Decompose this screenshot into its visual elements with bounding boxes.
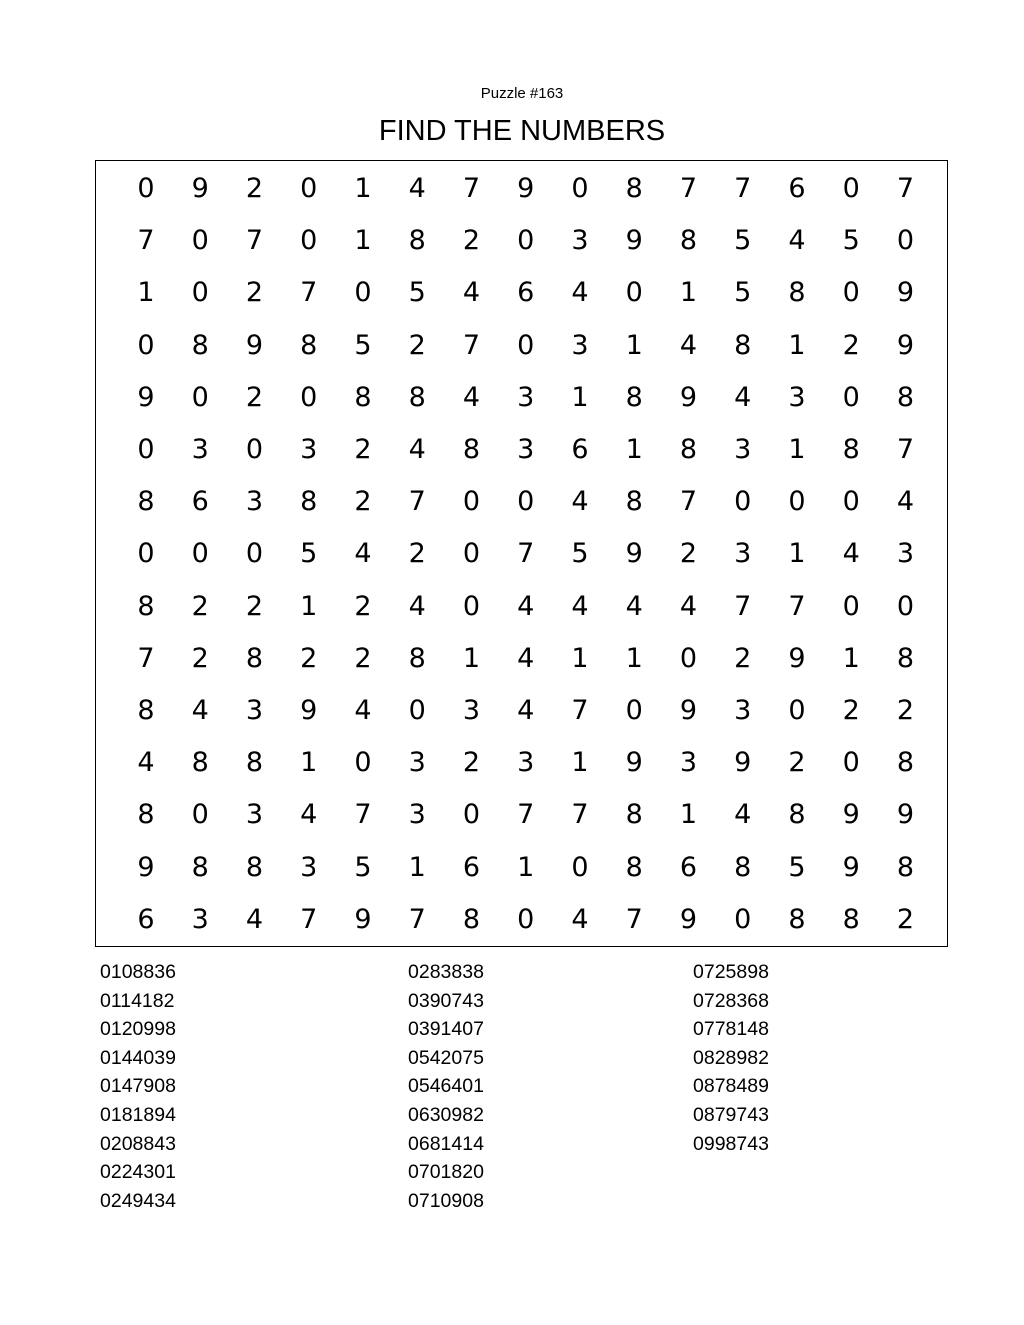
grid-cell[interactable]: 0 xyxy=(191,381,209,413)
grid-cell[interactable]: 8 xyxy=(137,695,155,726)
grid-cell[interactable]: 6 xyxy=(137,903,155,935)
grid-cell[interactable]: 4 xyxy=(517,642,535,674)
puzzle-grid xyxy=(95,160,948,947)
grid-cell[interactable]: 1 xyxy=(300,747,318,779)
grid-cell[interactable]: 0 xyxy=(896,225,915,257)
grid-cell[interactable]: 8 xyxy=(842,434,860,465)
grid-cell[interactable]: 0 xyxy=(734,486,752,518)
grid-cell[interactable]: 9 xyxy=(788,642,806,674)
grid-cell[interactable]: 2 xyxy=(354,486,372,518)
grid-cell[interactable]: 9 xyxy=(517,173,535,204)
grid-cell[interactable]: 8 xyxy=(408,225,426,257)
grid-cell[interactable]: 8 xyxy=(842,903,860,935)
grid-cell[interactable]: 0 xyxy=(842,381,860,413)
word-list-item: 0998743 xyxy=(693,1132,769,1155)
word-list-item: 0710908 xyxy=(408,1189,484,1212)
grid-cell[interactable]: 9 xyxy=(896,329,915,361)
grid-cell[interactable]: 0 xyxy=(245,538,264,570)
grid-cell[interactable]: 9 xyxy=(137,381,155,413)
grid-cell[interactable]: 2 xyxy=(245,381,264,413)
grid-cell[interactable]: 8 xyxy=(625,381,643,413)
grid-cell[interactable]: 0 xyxy=(462,486,481,518)
grid-cell[interactable]: 2 xyxy=(191,642,209,674)
grid-cell[interactable]: 8 xyxy=(408,381,426,413)
grid-cell[interactable]: 0 xyxy=(625,277,643,309)
grid-cell[interactable]: 3 xyxy=(679,747,698,779)
grid-cell[interactable]: 4 xyxy=(679,590,698,622)
grid-cell[interactable]: 8 xyxy=(734,329,752,361)
grid-cell[interactable]: 7 xyxy=(462,329,481,361)
word-list-item: 0778148 xyxy=(693,1018,769,1041)
grid-cell[interactable]: 8 xyxy=(896,747,915,779)
grid-cell[interactable]: 3 xyxy=(517,747,535,779)
grid-cell[interactable]: 7 xyxy=(300,903,318,935)
grid-cell[interactable]: 0 xyxy=(842,277,860,309)
grid-cell[interactable]: 9 xyxy=(734,747,752,779)
grid-cell[interactable]: 8 xyxy=(408,642,426,674)
grid-cell[interactable]: 0 xyxy=(462,590,481,622)
grid-cell[interactable]: 0 xyxy=(300,225,318,257)
grid-cell[interactable]: 4 xyxy=(571,486,589,518)
word-list-item: 0390743 xyxy=(408,989,484,1012)
grid-cell[interactable]: 0 xyxy=(191,277,209,309)
grid-cell[interactable]: 8 xyxy=(734,851,752,883)
grid-cell[interactable]: 7 xyxy=(679,173,698,204)
grid-cell[interactable]: 2 xyxy=(408,538,426,570)
word-list-item: 0542075 xyxy=(408,1046,484,1069)
grid-cell[interactable]: 2 xyxy=(842,695,860,726)
grid-cell[interactable]: 7 xyxy=(137,225,155,257)
grid-cell[interactable]: 8 xyxy=(896,642,915,674)
grid-cell[interactable]: 3 xyxy=(571,329,589,361)
grid-cell[interactable]: 1 xyxy=(625,642,643,674)
grid-cell[interactable]: 8 xyxy=(625,799,643,831)
grid-cell[interactable]: 8 xyxy=(625,851,643,883)
grid-cell[interactable]: 3 xyxy=(462,695,481,726)
word-list-item: 0181894 xyxy=(100,1103,176,1126)
grid-cell[interactable]: 8 xyxy=(191,851,209,883)
grid-cell[interactable]: 1 xyxy=(300,590,318,622)
grid-cell[interactable]: 1 xyxy=(679,277,698,309)
grid-cell[interactable]: 1 xyxy=(354,225,372,257)
grid-cell[interactable]: 2 xyxy=(462,747,481,779)
grid-cell[interactable]: 3 xyxy=(896,538,915,570)
grid-cell[interactable]: 4 xyxy=(896,486,915,518)
grid-cell[interactable]: 2 xyxy=(354,434,372,465)
grid-cell[interactable]: 0 xyxy=(191,538,209,570)
grid-cell[interactable]: 7 xyxy=(354,799,372,831)
grid-cell[interactable]: 5 xyxy=(300,538,318,570)
grid-cell[interactable]: 5 xyxy=(571,538,589,570)
grid-cell[interactable]: 7 xyxy=(571,799,589,831)
grid-cell[interactable]: 8 xyxy=(462,434,481,465)
grid-cell[interactable]: 5 xyxy=(354,329,372,361)
grid-cell[interactable]: 4 xyxy=(137,747,155,779)
word-list-item: 0728368 xyxy=(693,989,769,1012)
grid-cell[interactable]: 1 xyxy=(517,851,535,883)
grid-cell[interactable]: 0 xyxy=(354,747,372,779)
grid-cell[interactable]: 5 xyxy=(734,225,752,257)
grid-cell[interactable]: 0 xyxy=(191,799,209,831)
word-list-item: 0147908 xyxy=(100,1075,176,1098)
word-list-item: 0546401 xyxy=(408,1075,484,1098)
grid-cell[interactable]: 3 xyxy=(408,747,426,779)
grid-cell[interactable]: 0 xyxy=(137,434,155,465)
grid-cell[interactable]: 8 xyxy=(245,642,264,674)
grid-cell[interactable]: 0 xyxy=(408,695,426,726)
word-list-item: 0114182 xyxy=(100,989,175,1012)
grid-cell[interactable]: 4 xyxy=(842,538,860,570)
grid-cell[interactable]: 3 xyxy=(517,381,535,413)
grid-cell[interactable]: 2 xyxy=(896,903,915,935)
grid-cell[interactable]: 0 xyxy=(300,173,318,204)
grid-cell[interactable]: 3 xyxy=(300,434,318,465)
puzzle-number: Puzzle #163 xyxy=(480,85,564,102)
grid-cell[interactable]: 9 xyxy=(679,695,698,726)
word-list-column-2 xyxy=(408,958,484,1215)
grid-cell[interactable]: 3 xyxy=(788,381,806,413)
grid-cell[interactable]: 0 xyxy=(137,173,155,204)
grid-cell[interactable]: 4 xyxy=(245,903,264,935)
grid-cell[interactable]: 8 xyxy=(137,486,155,518)
grid-cell[interactable]: 8 xyxy=(788,277,806,309)
grid-cell[interactable]: 0 xyxy=(517,486,535,518)
grid-cell[interactable]: 9 xyxy=(625,225,643,257)
grid-cell[interactable]: 8 xyxy=(896,381,915,413)
grid-cell[interactable]: 1 xyxy=(408,851,426,883)
grid-cell[interactable]: 7 xyxy=(896,173,915,204)
grid-cell[interactable]: 1 xyxy=(625,434,643,465)
grid-cell[interactable]: 2 xyxy=(245,590,264,622)
grid-cell[interactable]: 6 xyxy=(191,486,209,518)
grid-cell[interactable]: 0 xyxy=(137,329,155,361)
grid-cell[interactable]: 3 xyxy=(734,695,752,726)
grid-cell[interactable]: 7 xyxy=(571,695,589,726)
grid-cell[interactable]: 0 xyxy=(734,903,752,935)
grid-cell[interactable]: 8 xyxy=(191,329,209,361)
grid-cell[interactable]: 8 xyxy=(245,851,264,883)
grid-cell[interactable]: 2 xyxy=(734,642,752,674)
grid-cell[interactable]: 7 xyxy=(517,538,535,570)
word-list-item: 0630982 xyxy=(408,1103,484,1126)
grid-cell[interactable]: 1 xyxy=(625,329,643,361)
grid-cell[interactable]: 1 xyxy=(679,799,698,831)
grid-cell[interactable]: 0 xyxy=(788,486,806,518)
grid-cell[interactable]: 6 xyxy=(679,851,698,883)
grid-cell[interactable]: 1 xyxy=(788,538,806,570)
grid-cell[interactable]: 1 xyxy=(571,642,589,674)
grid-cell[interactable]: 4 xyxy=(408,173,426,204)
grid-cell[interactable]: 3 xyxy=(245,799,264,831)
grid-cell[interactable]: 2 xyxy=(245,277,264,309)
grid-cell[interactable]: 8 xyxy=(137,590,155,622)
grid-cell[interactable]: 0 xyxy=(191,225,209,257)
grid-cell[interactable]: 6 xyxy=(462,851,481,883)
grid-cell[interactable]: 9 xyxy=(191,173,209,204)
grid-cell[interactable]: 4 xyxy=(679,329,698,361)
grid-cell[interactable]: 6 xyxy=(571,434,589,465)
grid-cell[interactable]: 7 xyxy=(300,277,318,309)
word-list-item: 0391407 xyxy=(408,1018,484,1041)
grid-cell[interactable]: 4 xyxy=(788,225,806,257)
grid-cell[interactable]: 4 xyxy=(734,799,752,831)
grid-cell[interactable]: 3 xyxy=(408,799,426,831)
grid-cell[interactable]: 0 xyxy=(788,695,806,726)
word-list-item: 0725898 xyxy=(693,961,769,983)
grid-cell[interactable]: 9 xyxy=(300,695,318,726)
grid-cell[interactable]: 8 xyxy=(788,799,806,831)
grid-cell[interactable]: 0 xyxy=(517,225,535,257)
grid-cell[interactable]: 9 xyxy=(625,747,643,779)
grid-cell[interactable]: 9 xyxy=(896,799,915,831)
grid-cell[interactable]: 0 xyxy=(842,747,860,779)
grid-cell[interactable]: 8 xyxy=(679,434,698,465)
grid-cell[interactable]: 8 xyxy=(625,173,643,204)
grid-cell[interactable]: 4 xyxy=(625,590,643,622)
word-list-item: 0144039 xyxy=(100,1046,176,1069)
grid-cell[interactable]: 8 xyxy=(137,799,155,831)
grid-cell[interactable]: 0 xyxy=(679,642,698,674)
grid-cell[interactable]: 4 xyxy=(354,695,372,726)
grid-cell[interactable]: 0 xyxy=(517,903,535,935)
grid-cell[interactable]: 4 xyxy=(191,695,209,726)
grid-cell[interactable]: 9 xyxy=(137,851,155,883)
word-list-column-1 xyxy=(100,958,176,1215)
grid-cell[interactable]: 2 xyxy=(354,642,372,674)
grid-cell[interactable]: 2 xyxy=(462,225,481,257)
word-list-item: 0701820 xyxy=(408,1161,484,1184)
grid-cell[interactable]: 9 xyxy=(842,799,860,831)
grid-cell[interactable]: 3 xyxy=(517,434,535,465)
grid-cell[interactable]: 7 xyxy=(462,173,481,204)
word-list-item: 0879743 xyxy=(693,1103,769,1126)
grid-cell[interactable]: 1 xyxy=(788,434,806,465)
grid-cell[interactable]: 8 xyxy=(788,903,806,935)
grid-cell[interactable]: 1 xyxy=(788,329,806,361)
grid-cell[interactable]: 8 xyxy=(300,486,318,518)
grid-cell[interactable]: 7 xyxy=(788,590,806,622)
word-list-item: 0249434 xyxy=(100,1189,176,1212)
grid-cell[interactable]: 7 xyxy=(734,590,752,622)
grid-cell[interactable]: 0 xyxy=(245,434,264,465)
grid-cell[interactable]: 9 xyxy=(625,538,643,570)
grid-cell[interactable]: 5 xyxy=(734,277,752,309)
grid-cell[interactable]: 0 xyxy=(842,486,860,518)
grid-cell[interactable]: 7 xyxy=(896,434,915,465)
grid-cell[interactable]: 0 xyxy=(517,329,535,361)
grid-cell[interactable]: 3 xyxy=(191,434,209,465)
grid-cell[interactable]: 0 xyxy=(571,851,589,883)
grid-cell[interactable]: 4 xyxy=(571,590,589,622)
word-list-item: 0283838 xyxy=(408,961,484,983)
grid-cell[interactable]: 0 xyxy=(300,381,318,413)
grid-cell[interactable]: 9 xyxy=(679,381,698,413)
grid-cell[interactable]: 1 xyxy=(137,277,155,309)
grid-cell[interactable]: 9 xyxy=(896,277,915,309)
grid-cell[interactable]: 4 xyxy=(462,277,481,309)
grid-cell[interactable]: 0 xyxy=(462,799,481,831)
grid-cell[interactable]: 0 xyxy=(462,538,481,570)
grid-cell[interactable]: 3 xyxy=(245,486,264,518)
grid-cell[interactable]: 7 xyxy=(245,225,264,257)
grid-cell[interactable]: 8 xyxy=(300,329,318,361)
grid-cell[interactable]: 2 xyxy=(788,747,806,779)
grid-cell[interactable]: 8 xyxy=(896,851,915,883)
grid-cell[interactable]: 6 xyxy=(517,277,535,309)
grid-cell[interactable]: 0 xyxy=(571,173,589,204)
grid-cell[interactable]: 1 xyxy=(462,642,481,674)
grid-cell[interactable]: 2 xyxy=(245,173,264,204)
word-list-item: 0108836 xyxy=(100,961,176,983)
grid-cell[interactable]: 5 xyxy=(788,851,806,883)
grid-cell[interactable]: 4 xyxy=(408,590,426,622)
grid-cell[interactable]: 2 xyxy=(679,538,698,570)
word-list-item: 0828982 xyxy=(693,1046,769,1069)
grid-cell[interactable]: 2 xyxy=(191,590,209,622)
grid-cell[interactable]: 2 xyxy=(408,329,426,361)
grid-cell[interactable]: 0 xyxy=(354,277,372,309)
grid-cell[interactable]: 2 xyxy=(354,590,372,622)
word-list-column-3 xyxy=(693,958,769,1158)
grid-cell[interactable]: 5 xyxy=(842,225,860,257)
grid-cell[interactable]: 0 xyxy=(896,590,915,622)
word-list-item: 0120998 xyxy=(100,1018,176,1041)
grid-cell[interactable]: 8 xyxy=(245,747,264,779)
grid-cell[interactable]: 3 xyxy=(191,903,209,935)
grid-cell[interactable]: 3 xyxy=(300,851,318,883)
grid-cell[interactable]: 6 xyxy=(788,173,806,204)
word-list-item: 0681414 xyxy=(408,1132,484,1155)
grid-cell[interactable]: 7 xyxy=(408,903,426,935)
grid-cell[interactable]: 4 xyxy=(517,695,535,726)
grid-cell[interactable]: 0 xyxy=(137,538,155,570)
grid-cell[interactable]: 3 xyxy=(734,434,752,465)
grid-cell[interactable]: 1 xyxy=(571,381,589,413)
grid-cell[interactable]: 3 xyxy=(571,225,589,257)
grid-cell[interactable]: 7 xyxy=(517,799,535,831)
grid-cell[interactable]: 4 xyxy=(734,381,752,413)
grid-cell[interactable]: 1 xyxy=(571,747,589,779)
grid-cell[interactable]: 3 xyxy=(245,695,264,726)
grid-cell[interactable]: 4 xyxy=(571,277,589,309)
word-list-item: 0224301 xyxy=(100,1161,176,1184)
puzzle-title: FIND THE NUMBERS xyxy=(378,115,666,147)
grid-cell[interactable]: 4 xyxy=(300,799,318,831)
grid-cell[interactable]: 4 xyxy=(571,903,589,935)
word-list-item: 0878489 xyxy=(693,1075,769,1098)
grid-cell[interactable]: 2 xyxy=(842,329,860,361)
grid-cell[interactable]: 4 xyxy=(354,538,372,570)
grid-cell[interactable]: 2 xyxy=(896,695,915,726)
grid-cell[interactable]: 2 xyxy=(300,642,318,674)
grid-cell[interactable]: 4 xyxy=(517,590,535,622)
grid-cell[interactable]: 1 xyxy=(842,642,860,674)
grid-cell[interactable]: 7 xyxy=(137,642,155,674)
grid-cell[interactable]: 7 xyxy=(408,486,426,518)
grid-cell[interactable]: 7 xyxy=(625,903,643,935)
grid-cell[interactable]: 5 xyxy=(354,851,372,883)
grid-cell[interactable]: 9 xyxy=(842,851,860,883)
grid-cell[interactable]: 5 xyxy=(408,277,426,309)
grid-cell[interactable]: 8 xyxy=(462,903,481,935)
grid-cell[interactable]: 0 xyxy=(842,590,860,622)
grid-cell[interactable]: 9 xyxy=(354,903,372,935)
grid-cell[interactable]: 1 xyxy=(354,173,372,204)
word-list-item: 0208843 xyxy=(100,1132,176,1155)
grid-cell[interactable]: 8 xyxy=(625,486,643,518)
grid-cell[interactable]: 7 xyxy=(679,486,698,518)
grid-cell[interactable]: 8 xyxy=(679,225,698,257)
grid-cell[interactable]: 0 xyxy=(842,173,860,204)
grid-cell[interactable]: 0 xyxy=(625,695,643,726)
grid-cell[interactable]: 3 xyxy=(734,538,752,570)
grid-cell[interactable]: 7 xyxy=(734,173,752,204)
grid-cell[interactable]: 8 xyxy=(191,747,209,779)
grid-cell[interactable]: 9 xyxy=(245,329,264,361)
grid-cell[interactable]: 4 xyxy=(408,434,426,465)
grid-cell[interactable]: 9 xyxy=(679,903,698,935)
grid-cell[interactable]: 8 xyxy=(354,381,372,413)
grid-cell[interactable]: 4 xyxy=(462,381,481,413)
